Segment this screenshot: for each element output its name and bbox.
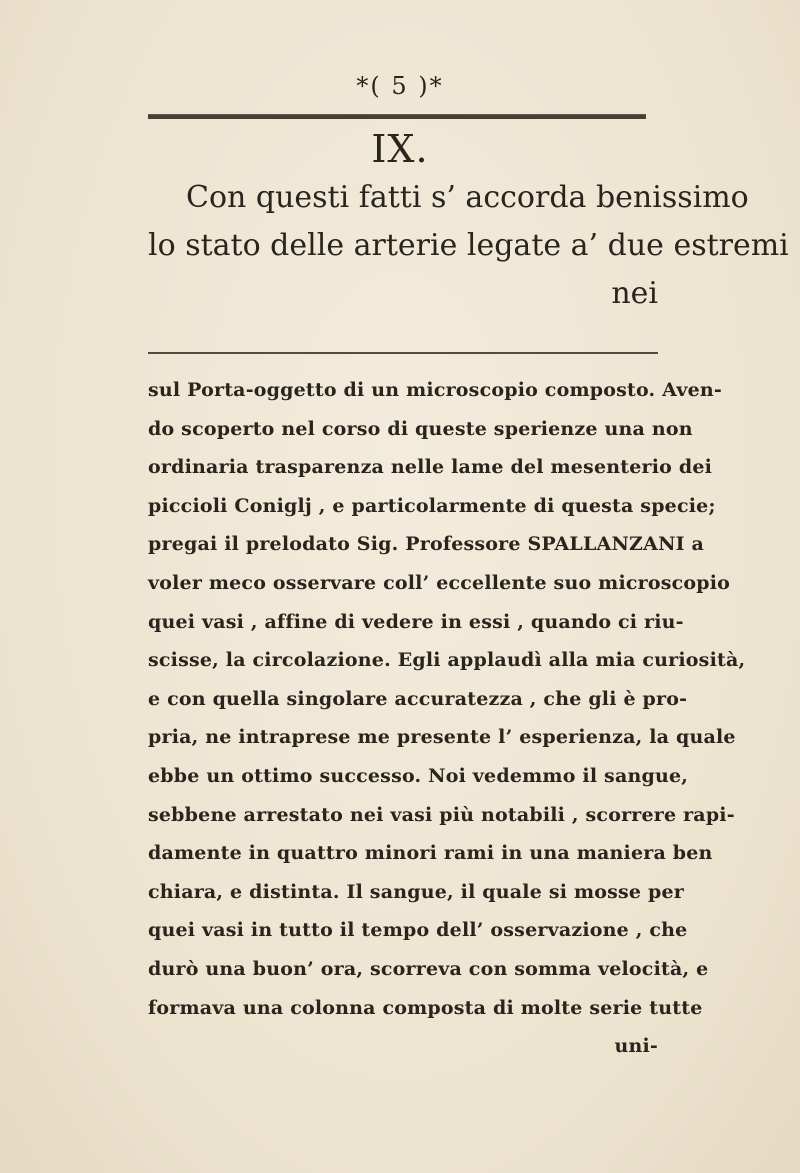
- text-line: quei vasi , affine di vedere in essi , quando ci riu-: [148, 610, 684, 633]
- text-line: do scoperto nel corso di queste sperienze una non: [148, 417, 693, 440]
- opening-line: Con questi fatti s’ accorda benissimo: [186, 180, 749, 215]
- text-line: e con quella singolare accuratezza , che gli è pro-: [148, 687, 688, 710]
- text-line: formava una colonna composta di molte serie tutte: [148, 996, 703, 1019]
- text-line: ordinaria trasparenza nelle lame del mesenterio dei: [148, 456, 713, 479]
- text-line: sul Porta-oggetto di un microscopio composto. Aven-: [148, 379, 722, 401]
- opening-catchword: nei: [611, 276, 658, 311]
- text-line: scisse, la circolazione. Egli applaudì alla mia curiosità,: [148, 649, 746, 672]
- opening-line: lo stato delle arterie legate a’ due estremi: [148, 228, 789, 263]
- catchword: uni-: [614, 1035, 658, 1058]
- text-line: piccioli Coniglj , e particolarmente di questa specie;: [148, 494, 716, 517]
- text-line: quei vasi in tutto il tempo dell’ osservazione , che: [148, 919, 688, 942]
- section-heading: IX.: [371, 127, 429, 171]
- text-line: chiara, e distinta. Il sangue, il quale si mosse per: [148, 880, 685, 903]
- footnote-body-text: [148, 371, 746, 1066]
- text-line: sebbene arrestato nei vasi più notabili , scorrere rapi-: [148, 803, 735, 826]
- text-line: voler meco osservare coll’ eccellente suo microscopio: [148, 571, 731, 594]
- section-opening-text: [148, 174, 789, 318]
- text-line: ebbe un ottimo successo. Noi vedemmo il sangue,: [148, 764, 689, 787]
- running-head-page-number: *( 5 )*: [356, 72, 444, 100]
- ornamental-rule: [148, 114, 646, 119]
- text-line: pregai il prelodato Sig. Professore SPALLANZANI a: [148, 533, 705, 556]
- text-line: pria, ne intraprese me presente l’ esperienza, la quale: [148, 726, 736, 749]
- separator-rule: [148, 352, 658, 354]
- text-line: damente in quattro minori rami in una maniera ben: [148, 842, 713, 865]
- text-line: durò una buon’ ora, scorreva con somma velocità, e: [148, 957, 709, 980]
